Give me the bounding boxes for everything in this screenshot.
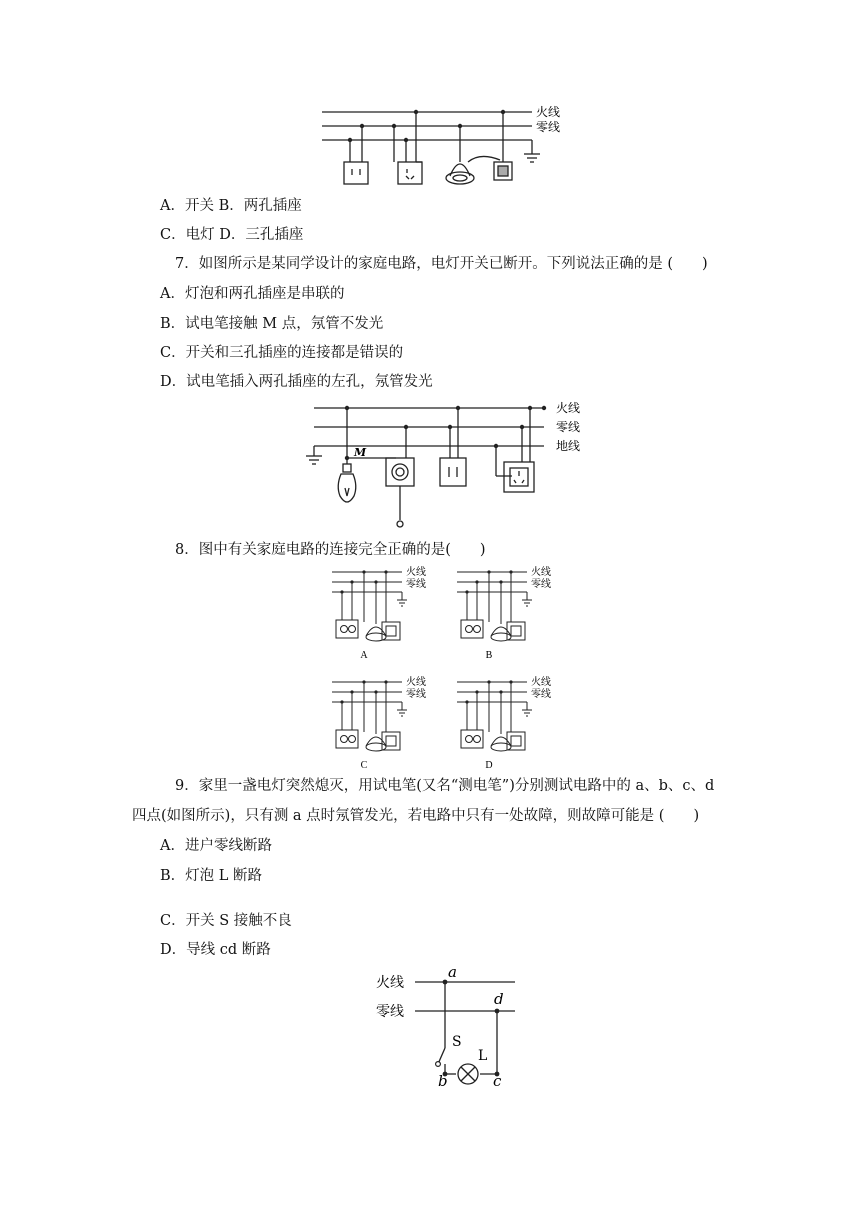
- circuit-figure-q7: [300, 396, 600, 534]
- ground-wire-label: 地线: [556, 439, 581, 453]
- point-a-label: a: [448, 963, 457, 981]
- q7-option-a: A．灯泡和两孔插座是串联的: [160, 286, 345, 302]
- neutral-wire-label: 零线: [531, 689, 551, 700]
- circuit-figure-q8: [320, 562, 570, 772]
- q9-stem-line2: 四点(如图所示)，只有测 a 点时氖管发光，若电路中只有一处故障，则故障可能是 ( ): [132, 808, 700, 824]
- neutral-wire-label: 零线: [406, 579, 426, 590]
- q6-option-c: C．电灯 D．三孔插座: [160, 227, 304, 243]
- q9-option-a: A．进户零线断路: [160, 838, 272, 854]
- point-m-label: M: [354, 446, 367, 459]
- q6-option-a: A．开关 B．两孔插座: [160, 198, 302, 214]
- q7-stem: 7．如图所示是某同学设计的家庭电路，电灯开关已断开。下列说法正确的是 ( ): [175, 256, 708, 272]
- q9-option-d: D．导线 cd 断路: [160, 942, 271, 958]
- q7-option-c: C．开关和三孔插座的连接都是错误的: [160, 345, 404, 361]
- q9-stem-line1: 9．家里一盏电灯突然熄灭，用试电笔(又名“测电笔”)分别测试电路中的 a、b、c、d: [175, 778, 715, 794]
- q8-option-label: B: [485, 650, 493, 661]
- q8-option-label: C: [360, 760, 368, 771]
- q7-option-b: B．试电笔接触 M 点，氖管不发光: [160, 316, 384, 332]
- live-wire-label: 火线: [376, 975, 404, 991]
- lamp-l-label: L: [478, 1048, 488, 1064]
- live-wire-label: 火线: [406, 677, 426, 688]
- switch-s-label: S: [452, 1034, 462, 1050]
- live-wire-label: 火线: [406, 567, 426, 578]
- point-b-label: b: [438, 1072, 448, 1090]
- point-c-label: c: [493, 1072, 502, 1090]
- neutral-wire-label: 零线: [406, 689, 426, 700]
- q8-option-diagram: [457, 675, 551, 771]
- neutral-wire-label: 零线: [536, 120, 561, 134]
- q8-option-diagram: [332, 675, 426, 771]
- q9-option-b: B．灯泡 L 断路: [160, 868, 263, 884]
- live-wire-label: 火线: [531, 677, 551, 688]
- point-d-label: d: [494, 990, 504, 1008]
- neutral-wire-label: 零线: [376, 1004, 404, 1020]
- neutral-wire-label: 零线: [531, 579, 551, 590]
- q7-option-d: D．试电笔插入两孔插座的左孔，氖管发光: [160, 374, 433, 390]
- q8-stem: 8．图中有关家庭电路的连接完全正确的是( ): [175, 542, 486, 558]
- q8-option-label: D: [485, 760, 493, 771]
- q9-option-c: C．开关 S 接触不良: [160, 913, 292, 929]
- q8-option-diagram: [332, 565, 426, 661]
- live-wire-label: 火线: [556, 401, 581, 415]
- circuit-figure-q6: [310, 96, 580, 196]
- q8-option-label: A: [360, 650, 368, 661]
- live-wire-label: 火线: [536, 105, 561, 119]
- live-wire-label: 火线: [531, 567, 551, 578]
- circuit-figure-q9: [370, 962, 530, 1088]
- q8-option-diagram: [457, 565, 551, 661]
- neutral-wire-label: 零线: [556, 420, 581, 434]
